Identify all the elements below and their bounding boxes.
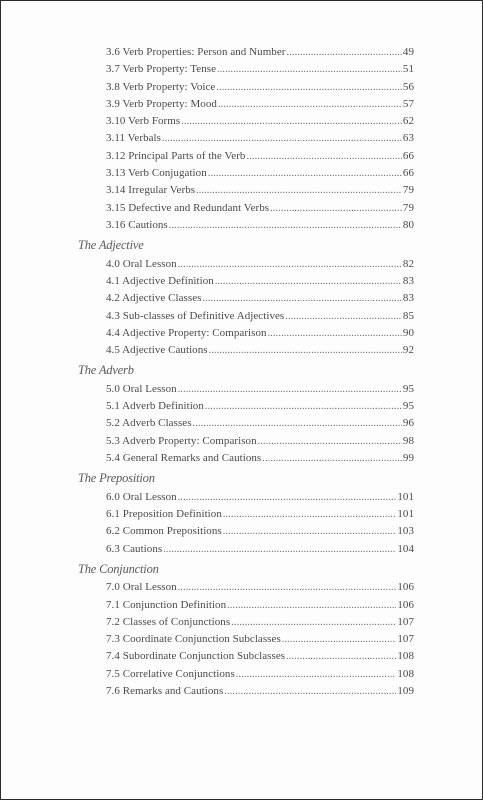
- toc-entry: [78, 631, 414, 648]
- toc-entry-page-number: 95: [402, 400, 414, 413]
- section-heading: The Preposition: [78, 471, 155, 486]
- dot-leader: [181, 113, 402, 130]
- dot-leader: [178, 579, 397, 596]
- toc-entry-title: 5.2 Adverb Classes: [106, 417, 192, 430]
- toc-entry-title: 7.0 Oral Lesson: [106, 581, 177, 594]
- toc-entry: [78, 130, 414, 147]
- toc-entry-page-number: 79: [402, 201, 414, 214]
- toc-entry-page-number: 98: [402, 434, 414, 447]
- toc-entry-title: 3.12 Principal Parts of the Verb: [106, 149, 246, 162]
- dot-leader: [270, 200, 402, 217]
- dot-leader: [286, 648, 396, 665]
- toc-entry-page-number: 104: [397, 542, 414, 555]
- toc-entry-title: 4.4 Adjective Property: Comparison: [106, 326, 267, 339]
- toc-entry-title: 7.5 Correlative Conjunctions: [106, 667, 235, 680]
- toc-entry: [78, 450, 414, 467]
- toc-entry-page-number: 49: [402, 46, 414, 58]
- toc-entry-title: 3.6 Verb Properties: Person and Number: [106, 46, 286, 58]
- toc-entry-title: 7.1 Conjunction Definition: [106, 598, 227, 611]
- toc-entry-page-number: 99: [402, 452, 414, 465]
- dot-leader: [209, 342, 402, 359]
- toc-entry-title: 7.2 Classes of Conjunctions: [106, 615, 231, 628]
- dot-leader: [178, 256, 402, 273]
- toc-entry-page-number: 62: [402, 115, 414, 128]
- toc-entry-page-number: 57: [402, 97, 414, 110]
- toc-entry: [78, 398, 414, 415]
- toc-entry-title: 3.13 Verb Conjugation: [106, 167, 207, 180]
- toc-entry-page-number: 106: [397, 598, 414, 611]
- toc-entry-page-number: 79: [402, 184, 414, 197]
- toc-entry: [78, 61, 414, 78]
- toc-entry: [78, 614, 414, 631]
- dot-leader: [163, 541, 396, 558]
- dot-leader: [162, 130, 402, 147]
- toc-entry: [78, 308, 414, 325]
- toc-entry-title: 5.4 General Remarks and Cautions: [106, 452, 262, 465]
- toc-entry-title: 4.2 Adjective Classes: [106, 292, 202, 305]
- toc-entry-page-number: 96: [402, 417, 414, 430]
- toc-entry-title: 5.0 Oral Lesson: [106, 382, 177, 395]
- section-heading: The Adjective: [78, 238, 144, 253]
- toc-entry: [78, 273, 414, 290]
- toc-entry-page-number: 107: [397, 633, 414, 646]
- dot-leader: [258, 433, 402, 450]
- toc-entry: [78, 541, 414, 558]
- toc-entry-title: 7.6 Remarks and Cautions: [106, 685, 224, 698]
- toc-entry: [78, 79, 414, 96]
- dot-leader: [285, 308, 402, 325]
- toc-entry-page-number: 107: [397, 615, 414, 628]
- toc-entry-title: 3.14 Irregular Verbs: [106, 184, 196, 197]
- toc-entry-page-number: 63: [402, 132, 414, 145]
- toc-entry-title: 6.0 Oral Lesson: [106, 490, 177, 503]
- toc-entry-page-number: 101: [397, 490, 414, 503]
- toc-entry-page-number: 108: [397, 667, 414, 680]
- toc-entry: [78, 325, 414, 342]
- dot-leader: [218, 96, 402, 113]
- dot-leader: [236, 666, 397, 683]
- toc-entry-page-number: 95: [402, 382, 414, 395]
- toc-entry-title: 3.15 Defective and Redundant Verbs: [106, 201, 270, 214]
- section-heading: The Adverb: [78, 363, 134, 378]
- table-of-contents: [78, 44, 414, 700]
- toc-entry: [78, 597, 414, 614]
- toc-entry-title: 3.7 Verb Property: Tense: [106, 63, 217, 76]
- toc-entry-title: 6.1 Preposition Definition: [106, 508, 222, 520]
- toc-entry-page-number: 56: [402, 80, 414, 93]
- dot-leader: [231, 614, 396, 631]
- toc-entry-page-number: 82: [402, 257, 414, 270]
- toc-entry: [78, 96, 414, 113]
- toc-entry: [78, 182, 414, 199]
- dot-leader: [205, 398, 402, 415]
- toc-entry-title: 3.16 Cautions: [106, 218, 168, 231]
- dot-leader: [287, 44, 402, 61]
- toc-entry-page-number: 51: [402, 63, 414, 76]
- toc-entry: [78, 415, 414, 432]
- dot-leader: [262, 450, 402, 467]
- toc-entry-title: 6.2 Common Prepositions: [106, 525, 222, 538]
- dot-leader: [227, 597, 396, 614]
- toc-entry-page-number: 90: [402, 326, 414, 339]
- toc-entry-page-number: 109: [397, 685, 414, 698]
- toc-entry: [78, 217, 414, 234]
- toc-entry-title: 3.11 Verbals: [106, 132, 161, 145]
- toc-entry-page-number: 83: [402, 274, 414, 287]
- dot-leader: [268, 325, 402, 342]
- toc-entry-title: 4.5 Adjective Cautions: [106, 344, 208, 357]
- dot-leader: [178, 489, 397, 506]
- toc-entry: [78, 44, 414, 61]
- toc-entry: [78, 489, 414, 506]
- toc-entry: [78, 342, 414, 359]
- toc-entry-title: 5.1 Adverb Definition: [106, 400, 204, 413]
- toc-entry-title: 7.3 Coordinate Conjunction Subclasses: [106, 633, 281, 646]
- dot-leader: [223, 523, 397, 540]
- toc-entry: [78, 113, 414, 130]
- dot-leader: [216, 79, 402, 96]
- toc-entry: [78, 433, 414, 450]
- toc-entry-title: 5.3 Adverb Property: Comparison: [106, 434, 257, 447]
- toc-entry-page-number: 92: [402, 344, 414, 357]
- dot-leader: [208, 165, 402, 182]
- dot-leader: [169, 217, 402, 234]
- dot-leader: [202, 290, 401, 307]
- toc-entry: [78, 683, 414, 700]
- dot-leader: [217, 61, 402, 78]
- toc-entry-page-number: 83: [402, 292, 414, 305]
- dot-leader: [282, 631, 397, 648]
- toc-entry: [78, 381, 414, 398]
- toc-entry-title: 3.8 Verb Property: Voice: [106, 80, 216, 93]
- toc-entry-page-number: 85: [402, 309, 414, 322]
- toc-entry-title: 6.3 Cautions: [106, 542, 163, 555]
- toc-entry-title: 7.4 Subordinate Conjunction Subclasses: [106, 650, 286, 663]
- toc-entry-page-number: 103: [397, 525, 414, 538]
- toc-entry: [78, 165, 414, 182]
- toc-entry-page-number: 66: [402, 149, 414, 162]
- toc-entry: [78, 200, 414, 217]
- dot-leader: [223, 506, 396, 523]
- dot-leader: [247, 148, 402, 165]
- toc-entry: [78, 523, 414, 540]
- toc-entry-title: 4.3 Sub-classes of Definitive Adjectives: [106, 309, 285, 322]
- toc-entry-page-number: 108: [397, 650, 414, 663]
- toc-entry-page-number: 80: [402, 218, 414, 231]
- dot-leader: [178, 381, 402, 398]
- dot-leader: [224, 683, 396, 700]
- toc-entry: [78, 506, 414, 523]
- toc-entry: [78, 290, 414, 307]
- toc-entry-title: 4.0 Oral Lesson: [106, 257, 177, 270]
- dot-leader: [215, 273, 402, 290]
- dot-leader: [196, 182, 402, 199]
- toc-entry: [78, 579, 414, 596]
- toc-entry: [78, 648, 414, 665]
- section-heading: The Conjunction: [78, 561, 159, 576]
- toc-entry-page-number: 106: [397, 581, 414, 594]
- toc-entry-title: 4.1 Adjective Definition: [106, 274, 214, 287]
- toc-entry-page-number: 66: [402, 167, 414, 180]
- toc-entry: [78, 256, 414, 273]
- toc-entry: [78, 666, 414, 683]
- toc-entry-page-number: 101: [397, 508, 414, 520]
- toc-entry-title: 3.9 Verb Property: Mood: [106, 97, 217, 110]
- toc-entry-title: 3.10 Verb Forms: [106, 115, 181, 128]
- dot-leader: [193, 415, 402, 432]
- toc-entry: [78, 148, 414, 165]
